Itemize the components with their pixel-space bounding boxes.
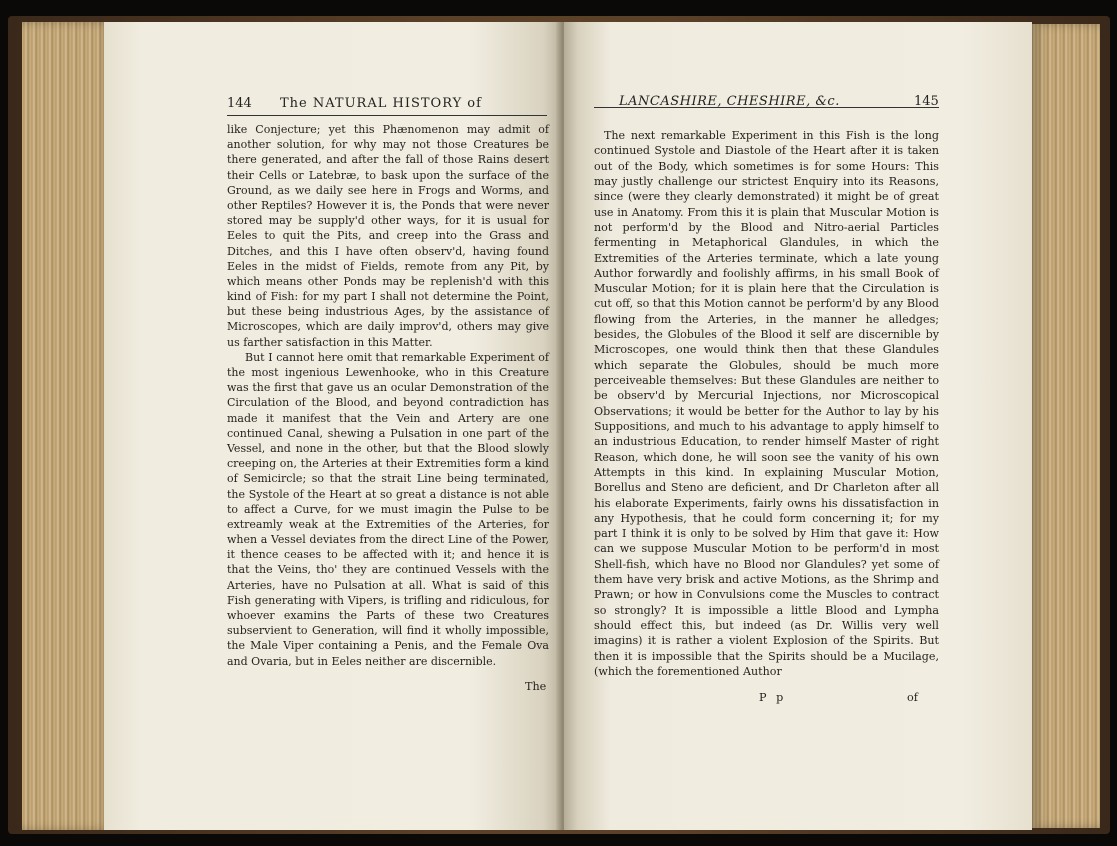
left-page	[104, 22, 562, 830]
page-edges-right	[1030, 24, 1100, 828]
right-signature: P p	[759, 691, 787, 704]
left-paragraph-1: like Conjecture; yet this Phænomenon may admit of another solution, for why may not those Creatures be there generated, and after the fall of those Rains desert their Cells or Latebræ, to bask upon the surface of the Ground, as we daily see here in Frogs and Worms, and other Reptiles? However it is, the Ponds that were never stored may be supply'd other ways, for it is usual for Eeles to quit the Pits, and creep into the Grass and Ditches, and this I have often observ'd, having found Eeles in the midst of Fields, remote from any Pit, by which means other Ponds may be replenish'd with this kind of Fish: for my part I shall not determine the Point, but these being industrious Ages, by the assistance of Microscopes, which are daily improv'd, others may give us farther satisfaction in this Matter.	[227, 123, 549, 349]
left-page-number: 144	[227, 96, 252, 111]
right-paragraph-1: The next remarkable Experiment in this Fish is the long continued Systole and Diastole of the Heart after it is taken out of the Body, which sometimes is for some Hours: This may justly challenge our strictest Enquiry into its Reasons, since (were they clearly demonstrated) it might be of great use in Anatomy. From this it is plain that Muscular Motion is not perform'd by the Blood and Nitro-aerial Particles fermenting in Metaphorical Glandules, in which the Extremities of the Arteries terminate, which a late young Author forwardly and foolishly affirms, in his small Book of Muscular Motion; for it is plain here that the Circulation is cut off, so that this Motion cannot be perform'd by any Blood flowing from the Arteries, in the manner he alledges; besides, the Globules of the Blood it self are discernible by Microscopes, one would think then that these Glandules which separate the Globules, should be much more perceiveable themselves: But these Glandules are neither to be observ'd by Mercurial Injections, nor Microscopical Observations; it would be better for the Author to lay by his Suppositions, and much to his advantage to apply himself to an industrious Education, to render himself Master of right Reason, which done, he will soon see the vanity of his own Attempts in this kind. In explaining Muscular Motion, Borellus and Steno are deficient, and Dr Charleton after all his elaborate Experiments, fairly owns his dissatisfaction in any Hypothesis, that he could form concerning it; for my part I think it is only to be solved by Him that gave it: How can we suppose Muscular Motion to be perform'd in most Shell-fish, which have no Blood nor Glandules? yet some of them have very brisk and active Motions, as the Shrimp and Prawn; or how in Convulsions come the Muscles to contract so strongly? It is impossible a little Blood and Lympha should effect this, but indeed (as Dr. Willis very well imagins) it is rather a violent Explosion of the Spirits. But then it is impossible that the Spirits should be a Mucilage, (which the forementioned Author	[594, 129, 939, 678]
right-page	[564, 22, 1032, 830]
right-body-text	[594, 128, 939, 679]
left-running-head: The NATURAL HISTORY of	[280, 96, 482, 111]
left-body-text	[227, 122, 549, 669]
left-catchword: The	[525, 680, 547, 693]
page-edges-left	[22, 22, 114, 830]
book	[8, 16, 1110, 834]
left-head-rule	[227, 115, 547, 116]
right-running-head: LANCASHIRE, CHESHIRE, &c.	[619, 94, 840, 109]
right-catchword: of	[907, 691, 918, 704]
left-paragraph-2: But I cannot here omit that remarkable Experiment of the most ingenious Lewenhooke, who in this Creature was the first that gave us an ocular Demonstration of the Circulation of the Blood, and beyond contradiction has made it manifest that the Vein and Artery are one continued Canal, shewing a Pulsation in one part of the Vessel, and none in the other, but that the Blood slowly creeping on, the Arteries at their Extremities form a kind of Semicircle; so that the strait Line being terminated, the Systole of the Heart at so great a distance is not able to affect a Curve, for we must imagin the Pulse to be extreamly weak at the Extremities of the Arteries, for when a Vessel deviates from the direct Line of the Power, it thence ceases to be affected with it; and hence it is that the Veins, tho' they are continued Vessels with the Arteries, have no Pulsation at all. What is said of this Fish generating with Vipers, is trifling and ridiculous, for whoever examins the Parts of these two Creatures subservient to Generation, will find it wholly impossible, the Male Viper containing a Penis, and the Female Ova and Ovaria, but in Eeles neither are discernible.	[227, 350, 549, 668]
right-page-number: 145	[914, 94, 939, 109]
